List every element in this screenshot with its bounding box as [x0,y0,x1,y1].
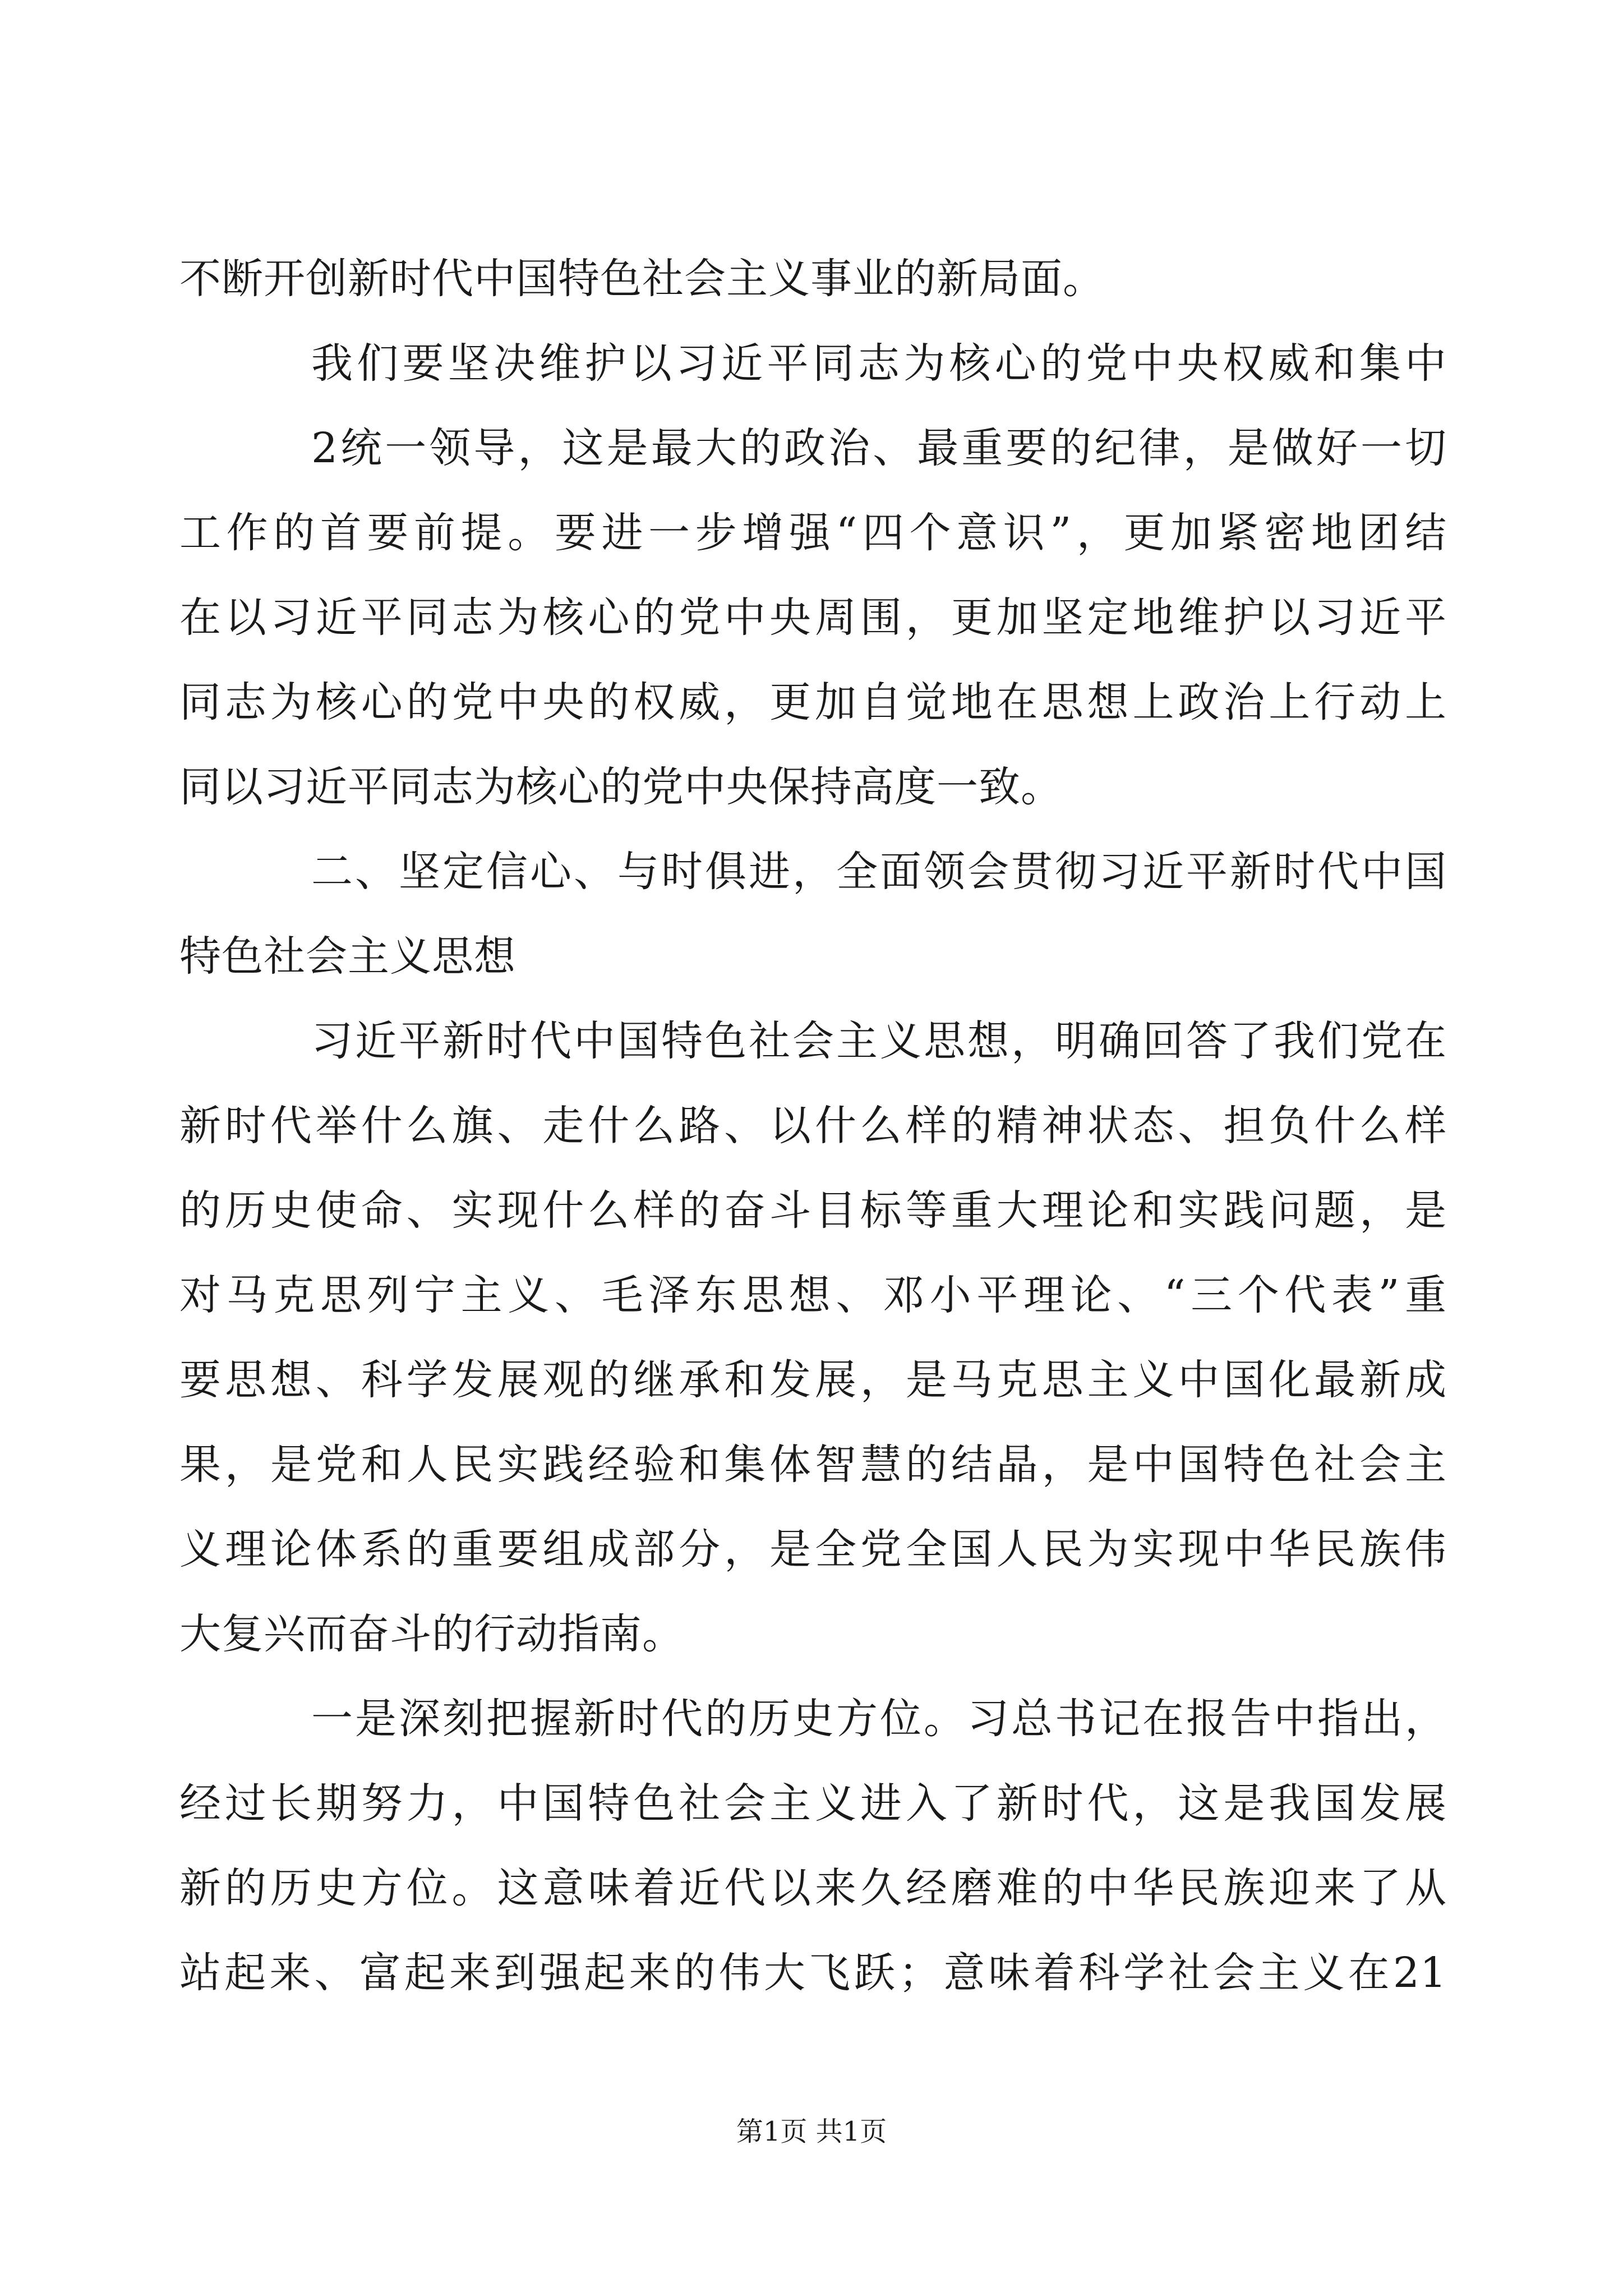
text-line: 果，是党和人民实践经验和集体智慧的结晶，是中国特色社会主 [179,1441,1447,1489]
text-line: 同以习近平同志为核心的党中央保持高度一致。 [179,763,1063,811]
text-line: 的历史使命、实现什么样的奋斗目标等重大理论和实践问题，是 [179,1186,1447,1235]
text-line: 一是深刻把握新时代的历史方位。习总书记在报告中指出， [311,1695,1447,1743]
section-heading-line: 特色社会主义思想 [179,932,516,981]
text-line: 大复兴而奋斗的行动指南。 [179,1610,684,1658]
text-line: 工作的首要前提。要进一步增强“四个意识”，更加紧密地团结 [179,509,1447,557]
text-line: 对马克思列宁主义、毛泽东思想、邓小平理论、“三个代表”重 [179,1271,1447,1319]
text-line: 新时代举什么旗、走什么路、以什么样的精神状态、担负什么样 [179,1102,1447,1150]
text-line: 习近平新时代中国特色社会主义思想，明确回答了我们党在 [311,1017,1447,1065]
page-footer: 第1页 共1页 [736,2116,887,2147]
text-line: 义理论体系的重要组成部分，是全党全国人民为实现中华民族伟 [179,1525,1447,1573]
text-line: 在以习近平同志为核心的党中央周围，更加坚定地维护以习近平 [179,593,1447,642]
text-line: 经过长期努力，中国特色社会主义进入了新时代，这是我国发展 [179,1779,1447,1828]
text-line: 不断开创新时代中国特色社会主义事业的新局面。 [179,255,1105,303]
text-line: 我们要坚决维护以习近平同志为核心的党中央权威和集中 [311,339,1447,388]
section-heading-line: 二、坚定信心、与时俱进，全面领会贯彻习近平新时代中国 [311,848,1447,896]
text-line: 站起来、富起来到强起来的伟大飞跃；意味着科学社会主义在21 [179,1949,1447,1997]
text-line: 新的历史方位。这意味着近代以来久经磨难的中华民族迎来了从 [179,1864,1447,1912]
text-line: 要思想、科学发展观的继承和发展，是马克思主义中国化最新成 [179,1356,1447,1404]
text-line: 2统一领导，这是最大的政治、最重要的纪律，是做好一切 [311,424,1447,472]
body-text [179,237,1447,2016]
text-line: 同志为核心的党中央的权威，更加自觉地在思想上政治上行动上 [179,678,1447,726]
